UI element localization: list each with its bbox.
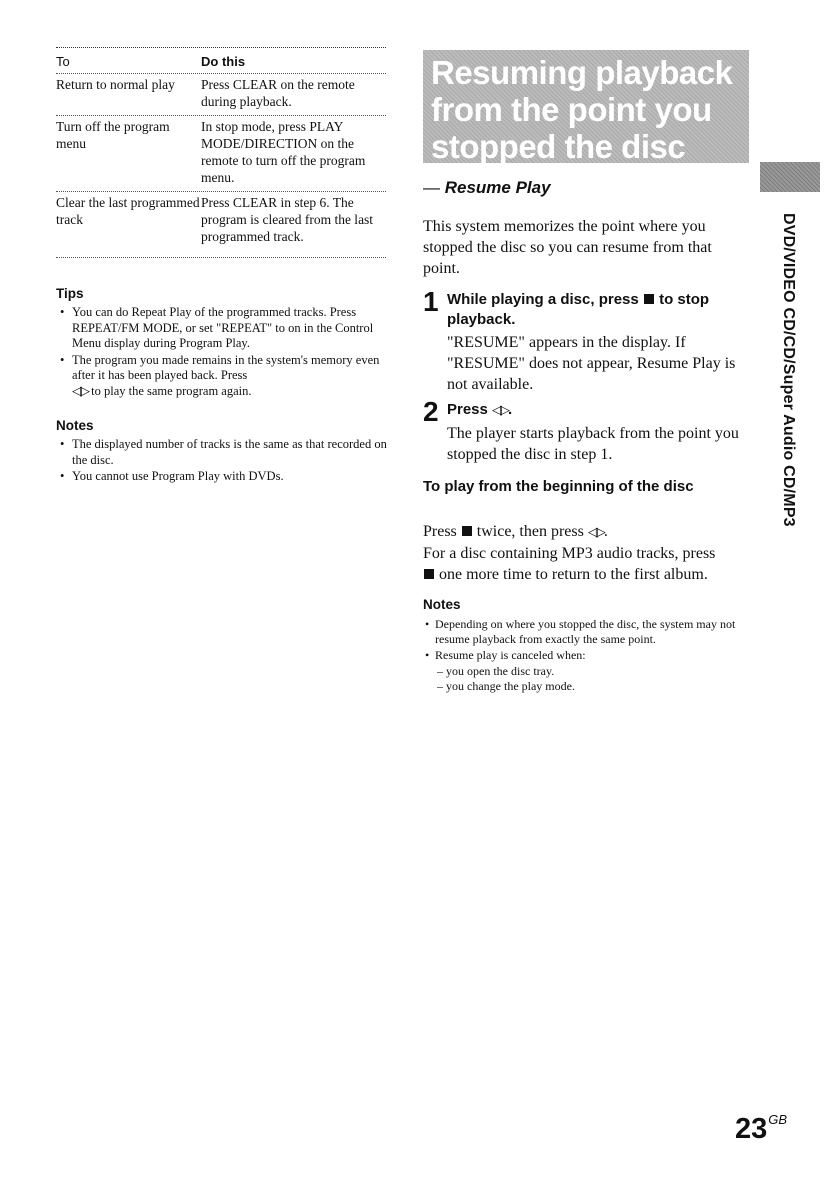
table-row [56, 74, 386, 116]
stop-square-icon [462, 526, 472, 536]
note-sub-item: – you change the play mode. [437, 679, 575, 693]
intro-paragraph: This system memorizes the point where you stopped the disc so you can resume from that point. [423, 218, 712, 277]
table-header-do-this: Do this [201, 54, 246, 69]
play-pause-icon: ◁▷ [72, 383, 88, 399]
beginning-paragraph: Press twice, then press ◁▷. For a disc containing MP3 audio tracks, press one more time to return to the first album. [423, 523, 716, 583]
step-2 [423, 396, 753, 465]
note-item: • Depending on where you stopped the disc, the system may not resume playback from exactly the same point. [423, 617, 758, 647]
note-sub-item: – you open the disc tray. [437, 664, 555, 678]
play-pause-icon: ◁▷ [492, 403, 509, 418]
action-table [56, 47, 386, 258]
beginning-heading: To play from the beginning of the disc [423, 478, 694, 495]
table-cell-action: Press CLEAR on the remote during playback. [201, 77, 355, 109]
note-item: • The displayed number of tracks is the same as that recorded on the disc. [56, 437, 392, 468]
table-cell-action: In stop mode, press PLAY MODE/DIRECTION on the remote to turn off the program menu. [201, 119, 366, 185]
table-cell-to: Return to normal play [56, 77, 175, 92]
notes-left-list [56, 437, 392, 486]
stop-square-icon [424, 569, 434, 579]
table-cell-action: Press CLEAR in step 6. The program is cleared from the last programmed track. [201, 195, 374, 244]
step-1 [423, 286, 753, 395]
notes-right-heading: Notes [423, 597, 461, 612]
section-banner [423, 50, 749, 163]
page-number: $23^{GB}$ [735, 1112, 788, 1145]
stop-square-icon [644, 294, 654, 304]
tip-item: • The program you made remains in the system's memory even after it has been played back. Press ◁▷ to play the same program again. [56, 353, 392, 400]
table-row [56, 192, 386, 258]
notes-left-heading: Notes [56, 418, 94, 433]
tips-list [56, 305, 392, 400]
tips-heading: Tips [56, 286, 84, 301]
subheading: — Resume Play [423, 178, 551, 197]
step-body: The player starts playback from the point you stopped the disc in step 1. [447, 425, 739, 463]
step-title: Press ◁▷. [447, 401, 513, 418]
step-body: "RESUME" appears in the display. If "RESUME" does not appear, Resume Play is not available. [447, 334, 736, 393]
note-item: • You cannot use Program Play with DVDs. [56, 469, 392, 485]
step-number: 2 [423, 396, 439, 427]
notes-right-list [423, 617, 758, 694]
section-title: Resuming playback from the point you stopped the disc [431, 54, 733, 165]
tip-item: • You can do Repeat Play of the programmed tracks. Press REPEAT/FM MODE, or set "REPEAT" to on in the Control Menu display during Program Play. [56, 305, 392, 352]
table-row [56, 116, 386, 192]
play-pause-icon: ◁▷ [587, 525, 604, 540]
table-cell-to: Clear the last programmed track [56, 195, 200, 227]
side-tab-label: DVD/VIDEO CD/CD/Super Audio CD/MP3 [780, 213, 797, 527]
side-tab-marker [760, 162, 820, 192]
step-title: While playing a disc, press to stop playback. [447, 291, 710, 328]
table-cell-to: Turn off the program menu [56, 119, 170, 151]
note-item: • Resume play is canceled when: [423, 648, 758, 663]
step-number: 1 [423, 286, 439, 317]
table-header [56, 48, 386, 74]
table-header-to: To [56, 54, 70, 69]
